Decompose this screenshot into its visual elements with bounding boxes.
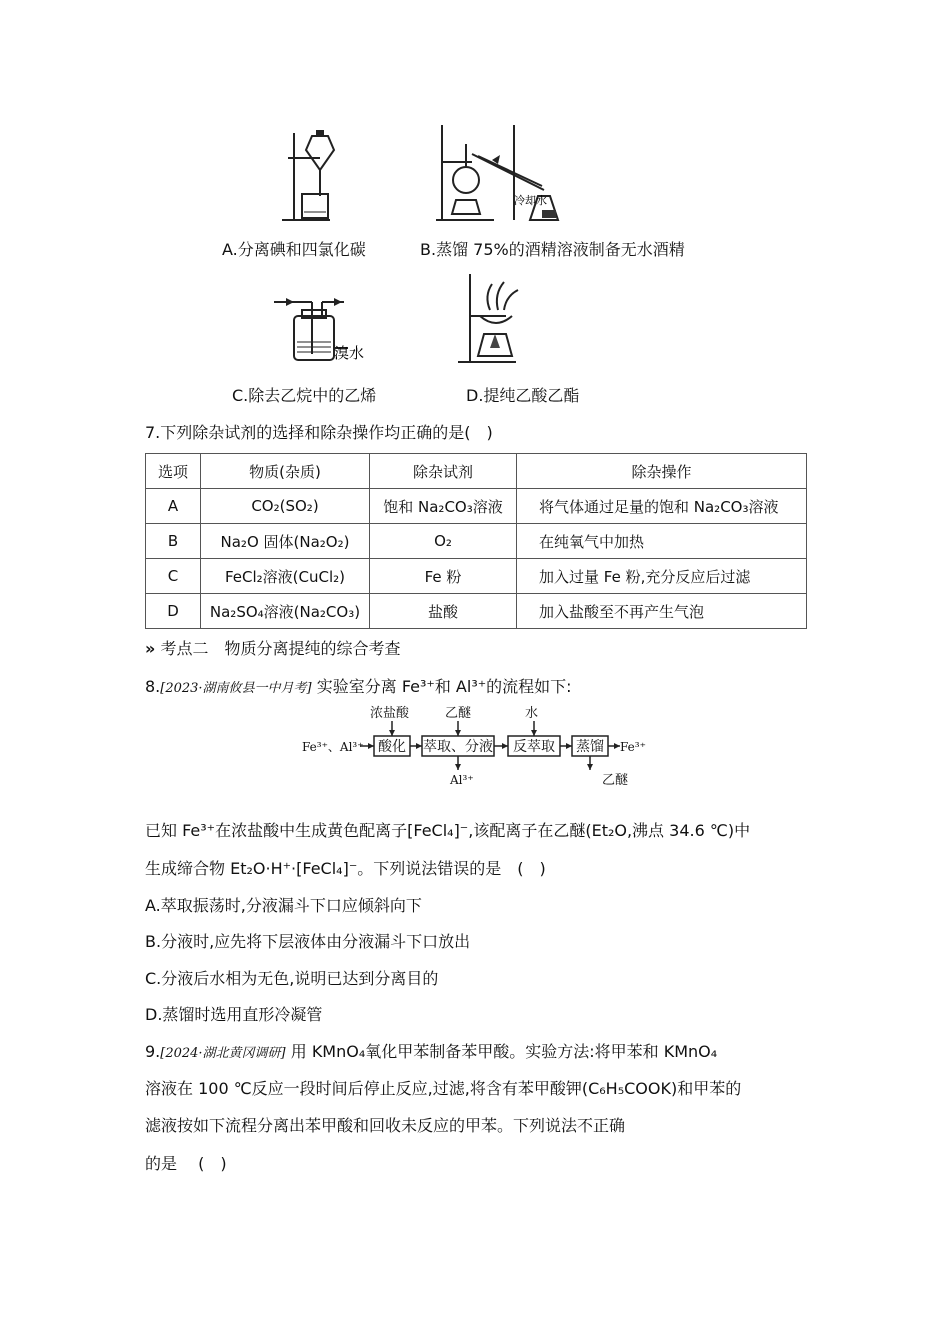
figure-a-caption: A.分离碘和四氯化碳 <box>222 240 366 259</box>
flow-step-acidify: 酸化 <box>378 739 406 755</box>
header-operation: 除杂操作 <box>517 454 807 489</box>
flow-start: Fe³⁺、Al³⁺ <box>302 740 364 754</box>
flow-input-hcl: 浓盐酸 <box>370 706 410 721</box>
figure-d-caption: D.提纯乙酸乙酯 <box>466 386 580 405</box>
q8-option-d: D.蒸馏时选用直形冷凝管 <box>145 1005 323 1024</box>
cell-operation: 加入盐酸至不再产生气泡 <box>517 594 807 629</box>
q8-option-b: B.分液时,应先将下层液体由分液漏斗下口放出 <box>145 932 471 951</box>
section-title: 考点二 物质分离提纯的综合考查 <box>160 639 401 658</box>
q8-number: 8. <box>145 677 161 696</box>
cell-substance: CO₂(SO₂) <box>201 489 370 524</box>
flow-output-ether: 乙醚 <box>602 773 629 788</box>
q8-option-a: A.萃取振荡时,分液漏斗下口应倾斜向下 <box>145 896 422 915</box>
q9-line-3: 滤液按如下流程分离出苯甲酸和回收未反应的甲苯。下列说法不正确 <box>145 1116 626 1135</box>
cell-operation: 加入过量 Fe 粉,充分反应后过滤 <box>517 559 807 594</box>
q8-stem-line <box>145 674 572 697</box>
table-row <box>146 559 807 594</box>
q9-number: 9. <box>145 1042 161 1061</box>
cell-reagent: 饱和 Na₂CO₃溶液 <box>370 489 517 524</box>
flow-input-water: 水 <box>525 706 539 721</box>
apparatus-a-figure <box>280 128 340 223</box>
q8-flow-diagram <box>300 700 652 792</box>
cell-option: D <box>146 594 201 629</box>
table-row <box>146 594 807 629</box>
table-row <box>146 524 807 559</box>
cooling-water-label: 冷却水 <box>514 194 547 207</box>
cell-substance: FeCl₂溶液(CuCl₂) <box>201 559 370 594</box>
flow-step-extract: 萃取、分液 <box>423 739 493 755</box>
cell-option: C <box>146 559 201 594</box>
cell-option: A <box>146 489 201 524</box>
cell-option: B <box>146 524 201 559</box>
flow-step-back-extract: 反萃取 <box>513 739 555 755</box>
q9-line-2: 溶液在 100 ℃反应一段时间后停止反应,过滤,将含有苯甲酸钾(C₆H₅COOK)和甲苯的 <box>145 1079 742 1098</box>
q8-text-1: 已知 Fe³⁺在浓盐酸中生成黄色配离子[FeCl₄]⁻,该配离子在乙醚(Et₂O,沸点 34.6 ℃)中 <box>145 821 751 840</box>
header-substance: 物质(杂质) <box>201 454 370 489</box>
apparatus-d-figure <box>456 272 536 366</box>
q9-line-1 <box>145 1039 717 1062</box>
q9-text-1: 用 KMnO₄氧化甲苯制备苯甲酸。实验方法:将甲苯和 KMnO₄ <box>285 1042 718 1061</box>
q8-option-c: C.分液后水相为无色,说明已达到分离目的 <box>145 969 439 988</box>
cell-operation: 在纯氧气中加热 <box>517 524 807 559</box>
cell-substance: Na₂O 固体(Na₂O₂) <box>201 524 370 559</box>
cell-reagent: 盐酸 <box>370 594 517 629</box>
apparatus-c-figure <box>272 292 372 364</box>
figure-c-caption: C.除去乙烷中的乙烯 <box>232 386 377 405</box>
q9-line-4: 的是 ( ) <box>145 1154 227 1173</box>
q7-table <box>145 453 807 629</box>
table-header-row <box>146 454 807 489</box>
q9-source: [2024·湖北黄冈调研] <box>160 1046 286 1061</box>
section-header <box>145 636 400 659</box>
header-reagent: 除杂试剂 <box>370 454 517 489</box>
bromine-water-label: 溴水 <box>334 344 365 362</box>
cell-operation: 将气体通过足量的饱和 Na₂CO₃溶液 <box>517 489 807 524</box>
header-option: 选项 <box>146 454 201 489</box>
double-chevron-icon: » <box>145 639 156 658</box>
apparatus-b-figure <box>434 122 564 227</box>
q8-stem: 实验室分离 Fe³⁺和 Al³⁺的流程如下: <box>311 677 572 696</box>
q8-source: [2023·湖南攸县一中月考] <box>160 681 312 696</box>
q8-text-2: 生成缔合物 Et₂O·H⁺·[FeCl₄]⁻。下列说法错误的是 ( ) <box>145 859 546 878</box>
flow-input-ether: 乙醚 <box>445 706 472 721</box>
flow-output-al: Al³⁺ <box>450 773 474 787</box>
table-row <box>146 489 807 524</box>
cell-reagent: O₂ <box>370 524 517 559</box>
flow-step-distill: 蒸馏 <box>576 739 604 755</box>
cell-substance: Na₂SO₄溶液(Na₂CO₃) <box>201 594 370 629</box>
cell-reagent: Fe 粉 <box>370 559 517 594</box>
flow-end: Fe³⁺ <box>620 740 646 754</box>
q7-stem: 7.下列除杂试剂的选择和除杂操作均正确的是( ) <box>145 423 493 442</box>
figure-b-caption: B.蒸馏 75%的酒精溶液制备无水酒精 <box>420 240 685 259</box>
